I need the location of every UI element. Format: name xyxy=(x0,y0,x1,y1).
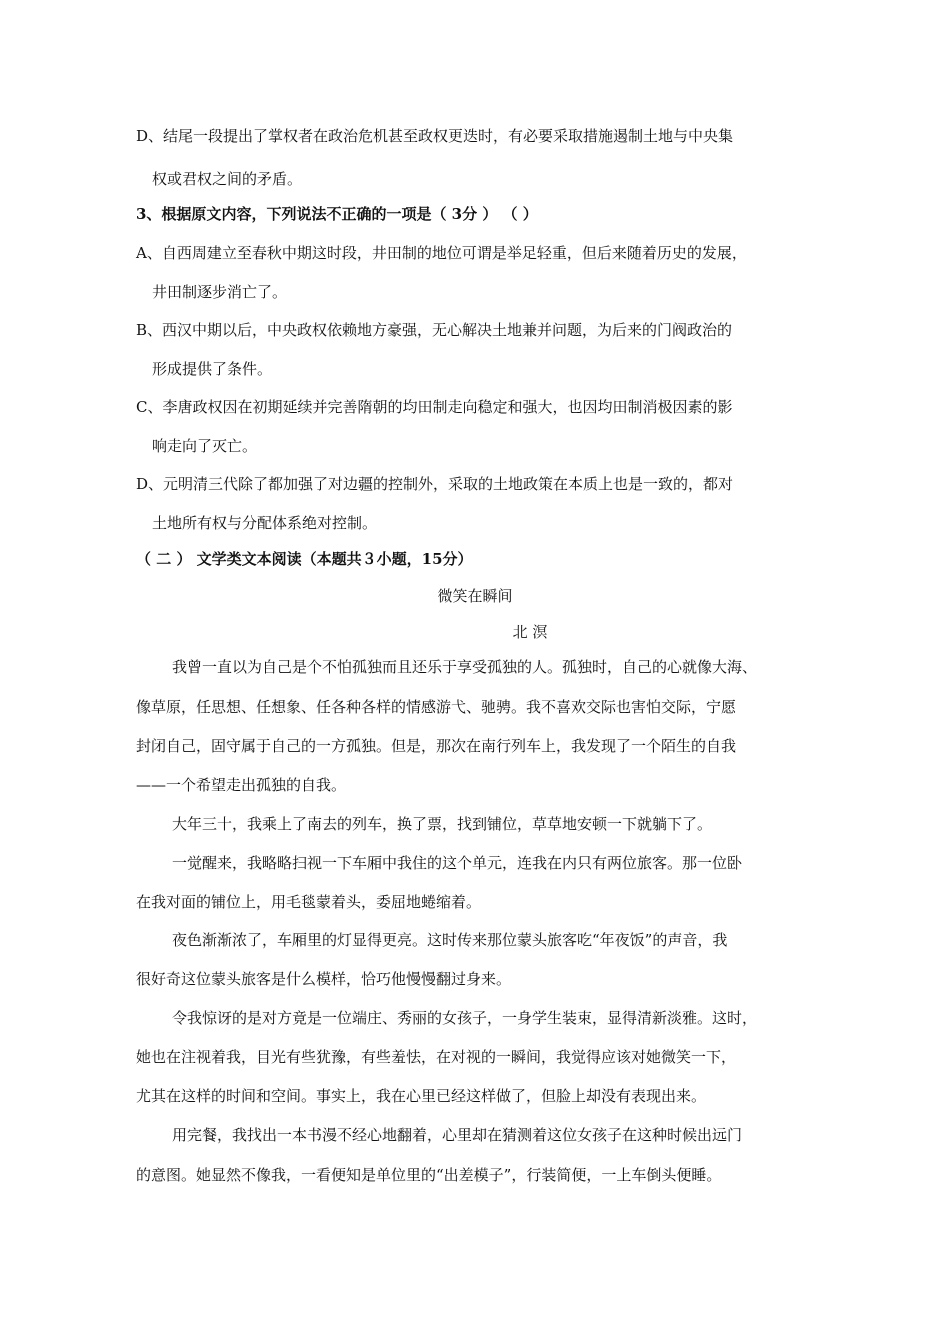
paragraph-5-line1: 令我惊讶的是对方竟是一位端庄、秀丽的女孩子，一身学生装束，显得清新淡雅。这时， xyxy=(172,1009,758,1027)
paragraph-1-line3: 封闭自己，固守属于自己的一方孤独。但是，那次在南行列车上，我发现了一个陌生的自我 xyxy=(136,737,737,755)
paragraph-4-line1: 夜色渐渐浓了，车厢里的灯显得更亮。这时传来那位蒙头旅客吃“年夜饭”的声音，我 xyxy=(172,931,728,949)
paragraph-2-line1: 大年三十，我乘上了南去的列车，换了票，找到铺位，草草地安顿一下就躺下了。 xyxy=(172,815,713,833)
article-title: 微笑在瞬间 xyxy=(437,587,513,605)
paragraph-1-line2: 像草原，任思想、任想象、任各种各样的情感游弋、驰骋。我不喜欢交际也害怕交际，宁愿 xyxy=(136,698,737,716)
paragraph-3-line1: 一觉醒来，我略略扫视一下车厢中我住的这个单元，连我在内只有两位旅客。那一位卧 xyxy=(172,854,743,872)
q3-option-c-line1: C、李唐政权因在初期延续并完善隋朝的均田制走向稳定和强大，也因均田制消极因素的影 xyxy=(136,398,733,416)
q2-option-d-line2: 权或君权之间的矛盾。 xyxy=(152,170,303,188)
paragraph-6-line2: 的意图。她显然不像我，一看便知是单位里的“出差模子”，行装简便，一上车倒头便睡。 xyxy=(136,1166,722,1184)
paragraph-4-line2: 很好奇这位蒙头旅客是什么模样，恰巧他慢慢翻过身来。 xyxy=(136,970,512,988)
article-author: 北 溟 xyxy=(512,623,548,641)
q3-option-a-line1: A、自西周建立至春秋中期这时段，井田制的地位可谓是举足轻重，但后来随着历史的发展， xyxy=(136,244,747,262)
paragraph-6-line1: 用完餐，我找出一本书漫不经心地翻着，心里却在猜测着这位女孩子在这种时候出远门 xyxy=(172,1126,743,1144)
paragraph-1-line1: 我曾一直以为自己是个不怕孤独而且还乐于享受孤独的人。孤独时，自己的心就像大海、 xyxy=(172,658,758,676)
paragraph-5-line3: 尤其在这样的时间和空间。事实上，我在心里已经这样做了，但脸上却没有表现出来。 xyxy=(136,1087,707,1105)
q3-option-d-line2: 土地所有权与分配体系绝对控制。 xyxy=(152,514,378,532)
paragraph-1-line4: ——一个希望走出孤独的自我。 xyxy=(136,776,347,794)
q3-option-a-line2: 井田制逐步消亡了。 xyxy=(152,283,288,301)
q2-option-d-line1: D、结尾一段提出了掌权者在政治危机甚至政权更迭时，有必要采取措施遏制土地与中央集 xyxy=(136,127,734,145)
q3-option-d-line1: D、元明清三代除了都加强了对边疆的控制外，采取的土地政策在本质上也是一致的，都对 xyxy=(136,475,734,493)
paragraph-3-line2: 在我对面的铺位上，用毛毯蒙着头，委屈地蜷缩着。 xyxy=(136,893,482,911)
q3-option-b-line2: 形成提供了条件。 xyxy=(152,360,273,378)
q3-stem: 3、根据原文内容，下列说法不正确的一项是（ 3分 ） （ ） xyxy=(136,205,538,223)
paragraph-5-line2: 她也在注视着我，目光有些犹豫，有些羞怯，在对视的一瞬间，我觉得应该对她微笑一下， xyxy=(136,1048,737,1066)
q3-option-b-line1: B、西汉中期以后，中央政权依赖地方豪强，无心解决土地兼并问题，为后来的门阀政治的 xyxy=(136,321,733,339)
section-heading: （ 二 ） 文学类文本阅读（本题共３小题，15分） xyxy=(136,550,473,568)
q3-option-c-line2: 响走向了灭亡。 xyxy=(152,437,258,455)
